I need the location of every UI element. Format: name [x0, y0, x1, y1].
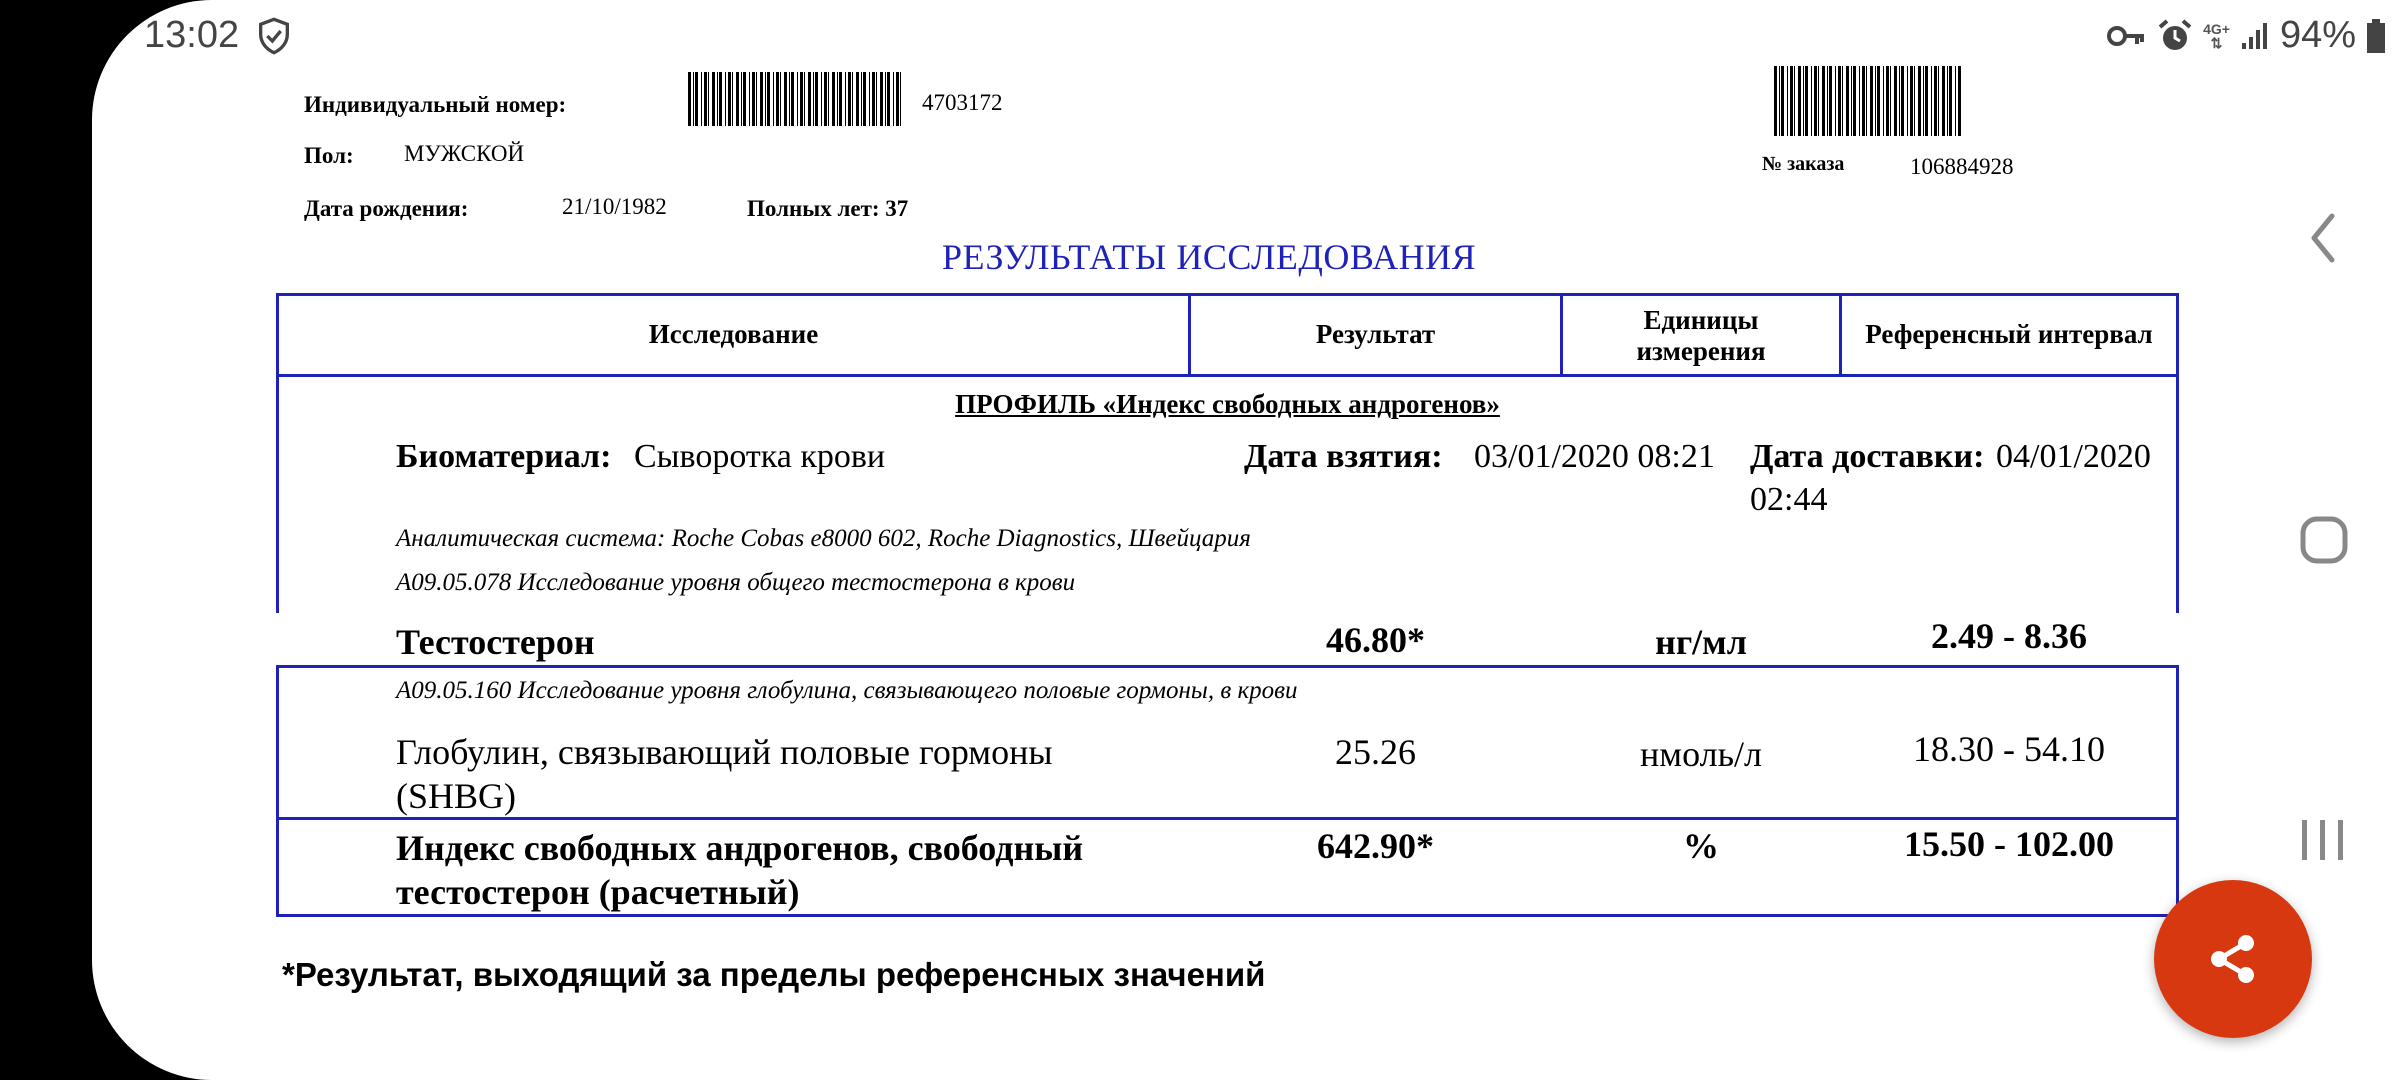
recents-icon[interactable] — [2298, 816, 2348, 864]
fai-name-line2: тестостерон (расчетный) — [396, 872, 800, 912]
testosterone-result: 46.80* — [1326, 620, 1425, 660]
delivery-time: 02:44 — [1750, 481, 1828, 518]
delivery-date: 04/01/2020 — [1996, 438, 2151, 475]
sex-value: МУЖСКОЙ — [404, 141, 525, 166]
share-icon — [2206, 932, 2260, 986]
individual-number-label: Индивидуальный номер: — [304, 92, 567, 117]
testosterone-code: A09.05.078 Исследование уровня общего тестостерона в крови — [396, 569, 1076, 596]
fai-name-line1: Индекс свободных андрогенов, свободный — [396, 828, 1084, 868]
testosterone-unit: нг/мл — [1655, 622, 1747, 662]
birth-date: 21/10/1982 — [562, 194, 667, 219]
patient-barcode — [688, 72, 904, 126]
full-years — [747, 196, 908, 222]
shbg-unit: нмоль/л — [1640, 734, 1762, 774]
results-table — [276, 293, 2179, 917]
share-button[interactable] — [2154, 880, 2312, 1038]
data-arrows-icon: ⇅ — [2210, 34, 2223, 51]
full-years-value: 37 — [885, 196, 909, 221]
back-icon[interactable] — [2306, 212, 2342, 264]
profile-title: ПРОФИЛЬ «Индекс свободных андрогенов» — [955, 389, 1500, 419]
shbg-result: 25.26 — [1335, 732, 1416, 772]
shbg-name-line1: Глобулин, связывающий половые гормоны — [396, 732, 1053, 772]
testosterone-reference: 2.49 - 8.36 — [1931, 616, 2087, 656]
shbg-code: A09.05.160 Исследование уровня глобулина, связывающего половые гормоны, в крови — [396, 677, 1298, 704]
column-header-units: Единицы измерения — [1636, 305, 1766, 366]
delivery-label: Дата доставки: — [1750, 438, 1985, 475]
full-years-label: Полных лет: — [747, 196, 880, 221]
birth-date-label: Дата рождения: — [304, 196, 469, 221]
order-barcode — [1774, 66, 1964, 136]
order-label: № заказа — [1762, 153, 1845, 175]
battery-percent: 94% — [2279, 14, 2356, 56]
sex-label: Пол: — [304, 143, 354, 168]
column-header-result: Результат — [1315, 319, 1436, 349]
testosterone-name: Тестостерон — [396, 622, 595, 662]
biomaterial-label: Биоматериал: — [396, 438, 612, 475]
column-header-reference: Референсный интервал — [1865, 319, 2153, 349]
footnote: *Результат, выходящий за пределы референсных значений — [282, 956, 1266, 993]
column-header-study: Исследование — [648, 319, 819, 349]
shbg-name-line2: (SHBG) — [396, 776, 517, 816]
status-time: 13:02 — [144, 14, 240, 56]
home-icon[interactable] — [2300, 516, 2348, 564]
document-title: РЕЗУЛЬТАТЫ ИССЛЕДОВАНИЯ — [942, 237, 1477, 277]
taken-label: Дата взятия: — [1244, 438, 1443, 475]
analytic-system: Аналитическая система: Roche Cobas e8000 602, Roche Diagnostics, Швейцария — [396, 525, 1251, 552]
fai-result: 642.90* — [1317, 826, 1434, 866]
shbg-reference: 18.30 - 54.10 — [1913, 729, 2105, 769]
fai-unit: % — [1683, 826, 1719, 866]
individual-number: 4703172 — [922, 90, 1003, 115]
network-label: 4G+ — [2203, 20, 2230, 37]
biomaterial-value: Сыворотка крови — [634, 438, 886, 475]
taken-value: 03/01/2020 08:21 — [1474, 438, 1715, 475]
pdf-viewer-screen — [92, 0, 2400, 1080]
order-number: 106884928 — [1910, 154, 2014, 179]
lab-report-page — [92, 0, 2400, 1080]
fai-reference: 15.50 - 102.00 — [1904, 824, 2114, 864]
